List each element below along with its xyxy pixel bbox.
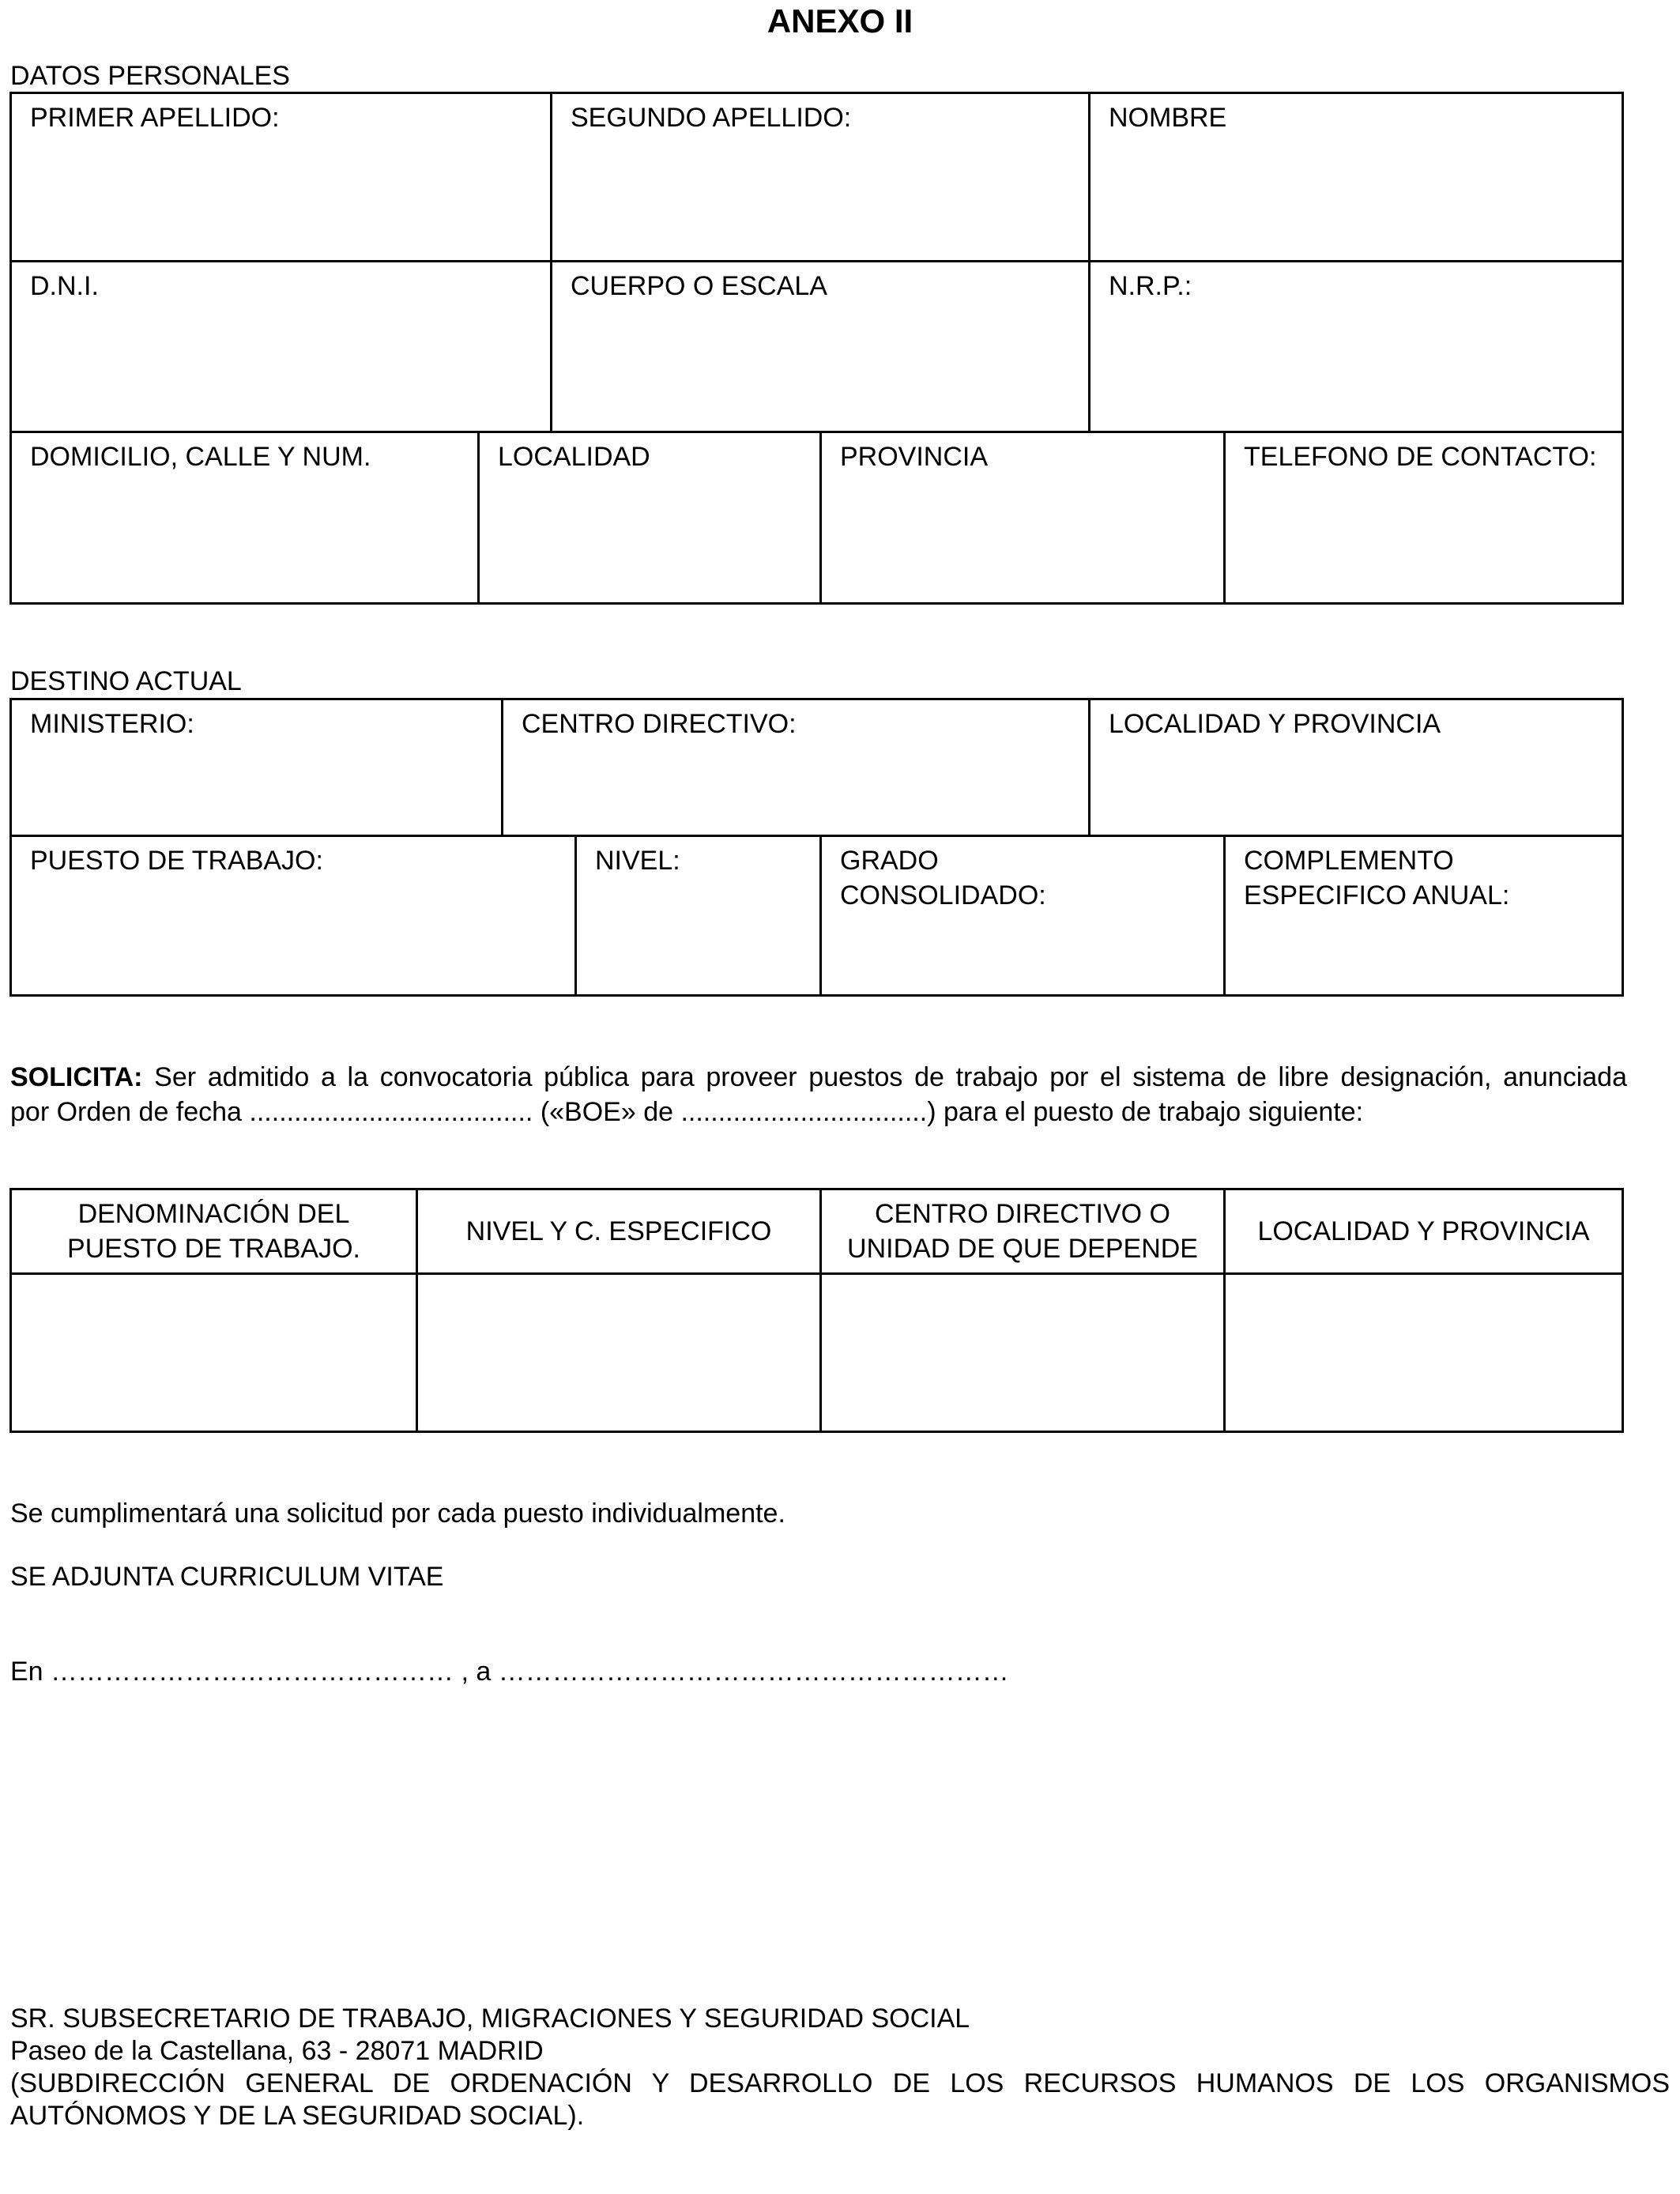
section-label-destino-actual: DESTINO ACTUAL — [10, 666, 242, 696]
destino-actual-table — [9, 698, 1624, 997]
cuerpo-escala-field[interactable]: CUERPO O ESCALA — [550, 262, 1088, 431]
segundo-apellido-field[interactable]: SEGUNDO APELLIDO: — [550, 94, 1088, 260]
nombre-field[interactable]: NOMBRE — [1088, 94, 1622, 260]
nivel-field[interactable]: NIVEL: — [574, 837, 819, 994]
centro-unidad-input-cell[interactable] — [819, 1275, 1223, 1431]
header-nivel-text: NIVEL Y C. ESPECIFICO — [465, 1216, 772, 1246]
header-centro-line-1: CENTRO DIRECTIVO O — [874, 1199, 1171, 1229]
localidad-field[interactable]: LOCALIDAD — [477, 433, 819, 602]
address-line-1: SR. SUBSECRETARIO DE TRABAJO, MIGRACIONES Y SEGURIDAD SOCIAL — [10, 2004, 970, 2034]
header-localidad-provincia — [1223, 1190, 1622, 1272]
complemento-especifico-field[interactable] — [1223, 837, 1622, 994]
page-title: ANEXO II — [767, 2, 913, 40]
header-centro-directivo — [819, 1190, 1223, 1272]
solicita-line-1 — [10, 1060, 1627, 1095]
address-line-4: AUTÓNOMOS Y DE LA SEGURIDAD SOCIAL). — [10, 2101, 585, 2131]
puesto-table-header — [12, 1190, 1622, 1272]
primer-apellido-field[interactable]: PRIMER APELLIDO: — [30, 103, 280, 133]
dni-field[interactable]: D.N.I. — [30, 271, 99, 301]
header-denominacion — [12, 1190, 416, 1272]
datos-personales-table — [9, 92, 1624, 605]
header-localidad-text: LOCALIDAD Y PROVINCIA — [1257, 1216, 1590, 1246]
header-centro-line-2: UNIDAD DE QUE DEPENDE — [847, 1234, 1198, 1264]
puesto-trabajo-field[interactable]: PUESTO DE TRABAJO: — [30, 846, 323, 876]
datos-personales-row-3 — [12, 431, 1622, 602]
header-denominacion-line-1: DENOMINACIÓN DEL — [77, 1199, 350, 1229]
datos-personales-row-2 — [12, 260, 1622, 431]
solicita-bold: SOLICITA: — [10, 1062, 143, 1092]
puesto-solicitado-table — [9, 1188, 1624, 1433]
header-denominacion-line-2: PUESTO DE TRABAJO. — [67, 1234, 360, 1264]
nivel-especifico-input-cell[interactable] — [416, 1275, 819, 1431]
address-line-2: Paseo de la Castellana, 63 - 28071 MADRID — [10, 2036, 544, 2066]
header-nivel — [416, 1190, 819, 1272]
destino-actual-row-2 — [12, 835, 1622, 994]
solicita-line-2: por Orden de fecha ...................................... («BOE» de .................................) para el puesto de trabajo siguiente: — [10, 1097, 1364, 1127]
address-line-3: (SUBDIRECCIÓN GENERAL DE ORDENACIÓN Y DESARROLLO DE LOS RECURSOS HUMANOS DE LOS ORGANISMOS — [10, 2068, 1670, 2098]
localidad-provincia-field[interactable]: LOCALIDAD Y PROVINCIA — [1088, 700, 1622, 835]
nrp-field[interactable]: N.R.P.: — [1088, 262, 1622, 431]
section-label-datos-personales: DATOS PERSONALES — [10, 61, 290, 91]
grado-label-line-1: GRADO — [840, 846, 939, 876]
solicita-paragraph — [10, 1060, 1627, 1129]
complemento-label-line-2: ESPECIFICO ANUAL: — [1244, 880, 1510, 910]
puesto-table-row — [12, 1272, 1622, 1431]
place-date-line[interactable]: En ……………………………………… , a ………………………………………………… — [10, 1657, 1009, 1687]
localidad-provincia-input-cell[interactable] — [1223, 1275, 1622, 1431]
telefono-field[interactable]: TELEFONO DE CONTACTO: — [1223, 433, 1622, 602]
datos-personales-row-1 — [12, 94, 1622, 260]
note-curriculum: SE ADJUNTA CURRICULUM VITAE — [10, 1562, 444, 1592]
destino-actual-row-1 — [12, 700, 1622, 835]
ministerio-field[interactable]: MINISTERIO: — [30, 709, 194, 739]
address-block — [10, 2003, 1670, 2132]
grado-consolidado-field[interactable] — [819, 837, 1223, 994]
denominacion-input-cell[interactable] — [12, 1275, 416, 1431]
domicilio-field[interactable]: DOMICILIO, CALLE Y NUM. — [30, 442, 371, 472]
solicita-text-1: Ser admitido a la convocatoria pública para proveer puestos de trabajo por el sistema de libre designación, anunciada — [142, 1062, 1627, 1092]
centro-directivo-field[interactable]: CENTRO DIRECTIVO: — [501, 700, 1088, 835]
grado-label-line-2: CONSOLIDADO: — [840, 880, 1046, 910]
note-individual: Se cumplimentará una solicitud por cada puesto individualmente. — [10, 1498, 785, 1529]
provincia-field[interactable]: PROVINCIA — [819, 433, 1223, 602]
complemento-label-line-1: COMPLEMENTO — [1244, 846, 1454, 876]
